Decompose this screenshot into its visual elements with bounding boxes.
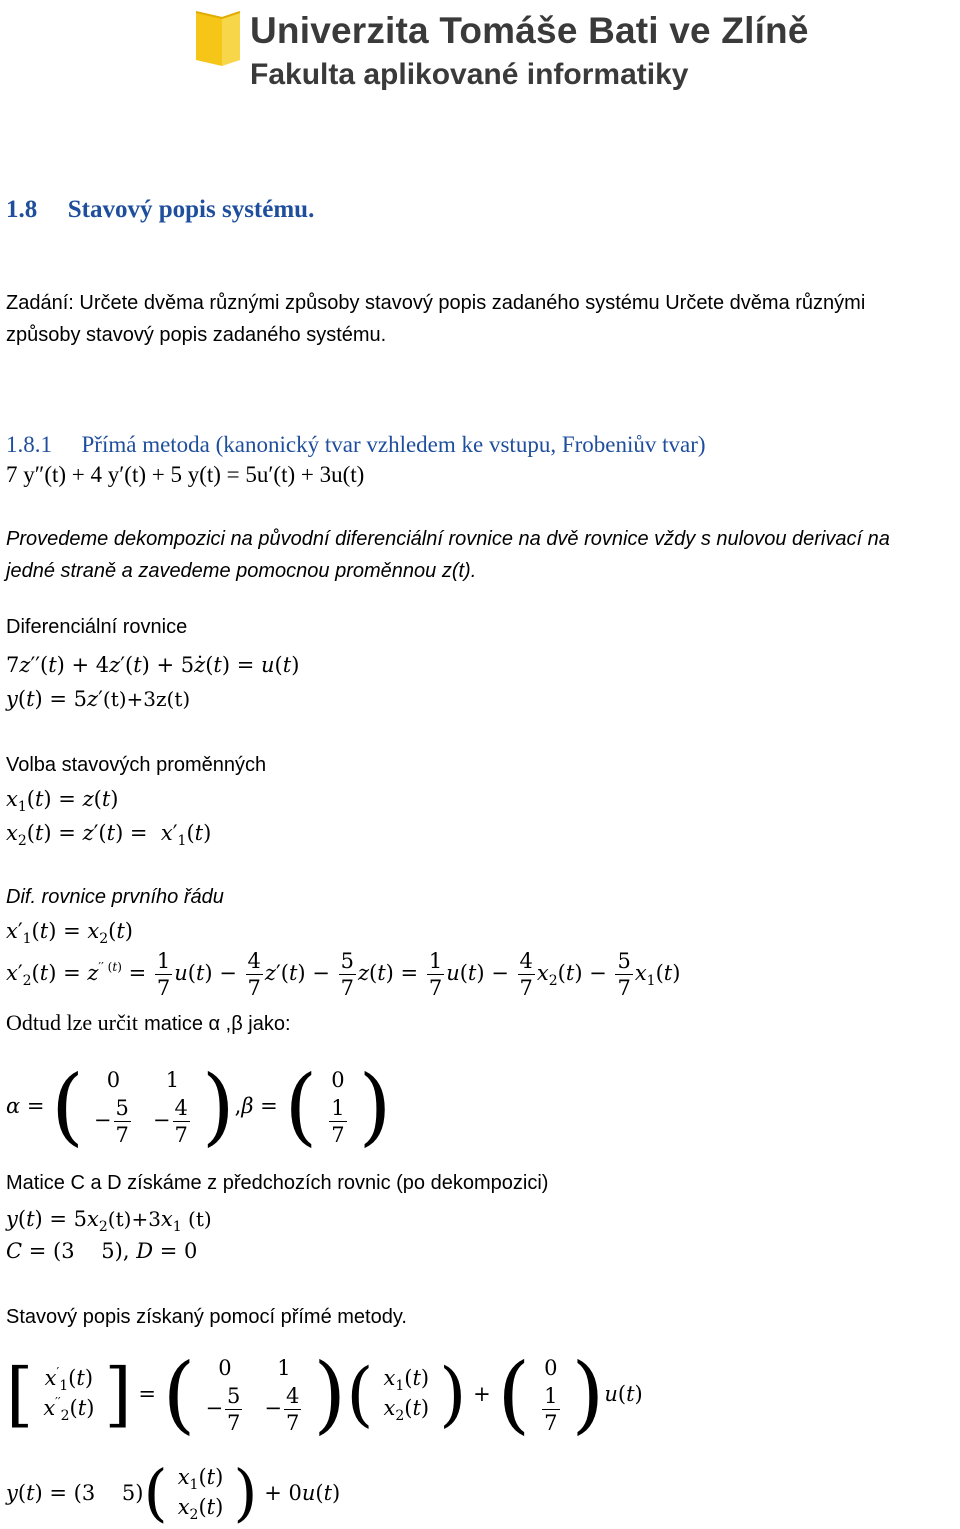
assignment-line-1: Zadání: Určete dvěma různými způsoby stavový popis zadaného systému Určete dvěma různými xyxy=(6,292,866,314)
state-right-bracket: ] xyxy=(104,1353,132,1435)
eq-y-tail: (t)+3z(t) xyxy=(102,687,191,711)
state-left-bracket: [ xyxy=(6,1353,34,1435)
label-first-order: Dif. rovnice prvního řádu xyxy=(6,886,224,908)
equation-x2-dot: $x'_2(t) = z^{'' (t)}$ = $\frac{1}{7}$ u(t) − $\frac{4}{7}$ z′(t) − $\frac{5}{7}$ z(t) = $\frac{1}{7}$ u(t) − $\frac{4}{7}$ $x_2(t)$ − $\frac{5}{7}$ $x_1(t)$ xyxy=(6,949,681,1000)
y-right-paren: ) xyxy=(233,1456,258,1529)
university-name: Univerzita Tomáše Bati ve Zlíně xyxy=(250,10,809,51)
section-heading xyxy=(6,196,314,224)
paragraph-line-1: Provedeme dekompozici na původní diferenciální rovnice na dvě rovnice vždy s nulovou derivací na xyxy=(6,528,890,550)
equation-x1-dot: $x'_1(t) = x_2(t)$ xyxy=(6,919,133,947)
eq-y2-tail-2: (t) xyxy=(181,1207,212,1231)
state-x-vector: $x_1(t)$ $x_2(t)$ xyxy=(383,1365,430,1424)
subsection-heading xyxy=(6,432,706,458)
beta-matrix: 0 $\frac{1}{7}$ xyxy=(331,1067,345,1147)
subsection-number: 1.8.1 xyxy=(6,432,52,457)
equation-y-of-x: $y(t) = 5x_2(t)+3x_1$ (t) xyxy=(6,1207,212,1235)
label-from-here-a: Odtud lze určit xyxy=(6,1010,138,1035)
equation-x1: $x_1(t) = z(t)$ xyxy=(6,787,119,815)
x-right-paren: ) xyxy=(439,1353,467,1435)
university-logo-area xyxy=(186,6,809,102)
equation-y-of-z: y(t) = 5z′(t)+3z(t) xyxy=(6,687,191,711)
output-x-vector: $x_1(t)$ $x_2(t)$ xyxy=(177,1464,224,1523)
y-left-paren: ( xyxy=(143,1456,168,1529)
matrix-alpha-beta: α = ( 0 1 − $\frac{5}{7}$ − $\frac{4}{7}$ ) , β = ( 0 $\frac{1}{7}$ ) xyxy=(6,1057,392,1155)
b-left-paren: ( xyxy=(497,1345,531,1443)
label-state-variables: Volba stavových proměnných xyxy=(6,754,267,776)
label-from-here xyxy=(6,1010,291,1036)
b-right-paren: ) xyxy=(571,1345,605,1443)
faculty-name: Fakulta aplikované informatiky xyxy=(250,58,689,91)
book-logo-icon xyxy=(192,8,244,68)
state-equation: [ $x'_1(t)$ $x''_2(t)$ ] = ( 0 1 − $\frac{5}{7}$ − $\frac{4}{7}$ ) ( $x_1(t)$ $x_2(t)$ ) + ( 0 $\frac{1}{7}$ ) u ( t ) xyxy=(6,1345,643,1443)
eq-y2-tail-1: (t)+3 xyxy=(107,1207,161,1231)
equation-c-d: C = (3 5), D = 0 xyxy=(6,1239,198,1263)
label-state-description: Stavový popis získaný pomocí přímé metody. xyxy=(6,1306,407,1328)
label-differential-equations: Diferenciální rovnice xyxy=(6,616,188,638)
label-from-here-b: matice α ,β jako: xyxy=(144,1013,291,1035)
main-equation: 7 y″(t) + 4 y′(t) + 5 y(t) = 5u′(t) + 3u(t) xyxy=(6,462,365,487)
alpha-left-paren: ( xyxy=(51,1057,84,1155)
assignment-line-2: způsoby stavový popis zadaného systému. xyxy=(6,324,387,346)
a-right-paren: ) xyxy=(313,1345,347,1443)
subsection-title: Přímá metoda (kanonický tvar vzhledem ke vstupu, Frobeniův tvar) xyxy=(81,432,706,457)
label-matrices-c-d: Matice C a D získáme z předchozích rovnic (po dekompozici) xyxy=(6,1172,549,1194)
beta-left-paren: ( xyxy=(284,1057,318,1155)
equation-z-second-order: 7z′′(t) + 4z′(t) + 5ż(t) = u(t) xyxy=(6,653,300,677)
equation-x2: $x_2(t) = z'(t) = x'_1(t)$ xyxy=(6,821,212,849)
paragraph-line-2: jedné straně a zavedeme pomocnou proměnnou z(t). xyxy=(6,560,477,582)
state-b-vector: 0 $\frac{1}{7}$ xyxy=(544,1355,558,1435)
section-title: Stavový popis systému. xyxy=(67,196,315,223)
state-a-matrix: 0 1 − $\frac{5}{7}$ − $\frac{4}{7}$ xyxy=(205,1355,300,1435)
alpha-matrix: 0 1 − $\frac{5}{7}$ − $\frac{4}{7}$ xyxy=(93,1067,188,1147)
beta-right-paren: ) xyxy=(358,1057,392,1155)
alpha-right-paren: ) xyxy=(201,1057,235,1155)
output-equation: y ( t ) = (3 5) ( $x_1(t)$ $x_2(t)$ ) + 0 u ( t ) xyxy=(6,1456,341,1529)
state-derivative-vector: $x'_1(t)$ $x''_2(t)$ xyxy=(43,1364,95,1424)
section-number: 1.8 xyxy=(6,196,38,223)
a-left-paren: ( xyxy=(162,1345,196,1443)
x-left-paren: ( xyxy=(346,1353,374,1435)
